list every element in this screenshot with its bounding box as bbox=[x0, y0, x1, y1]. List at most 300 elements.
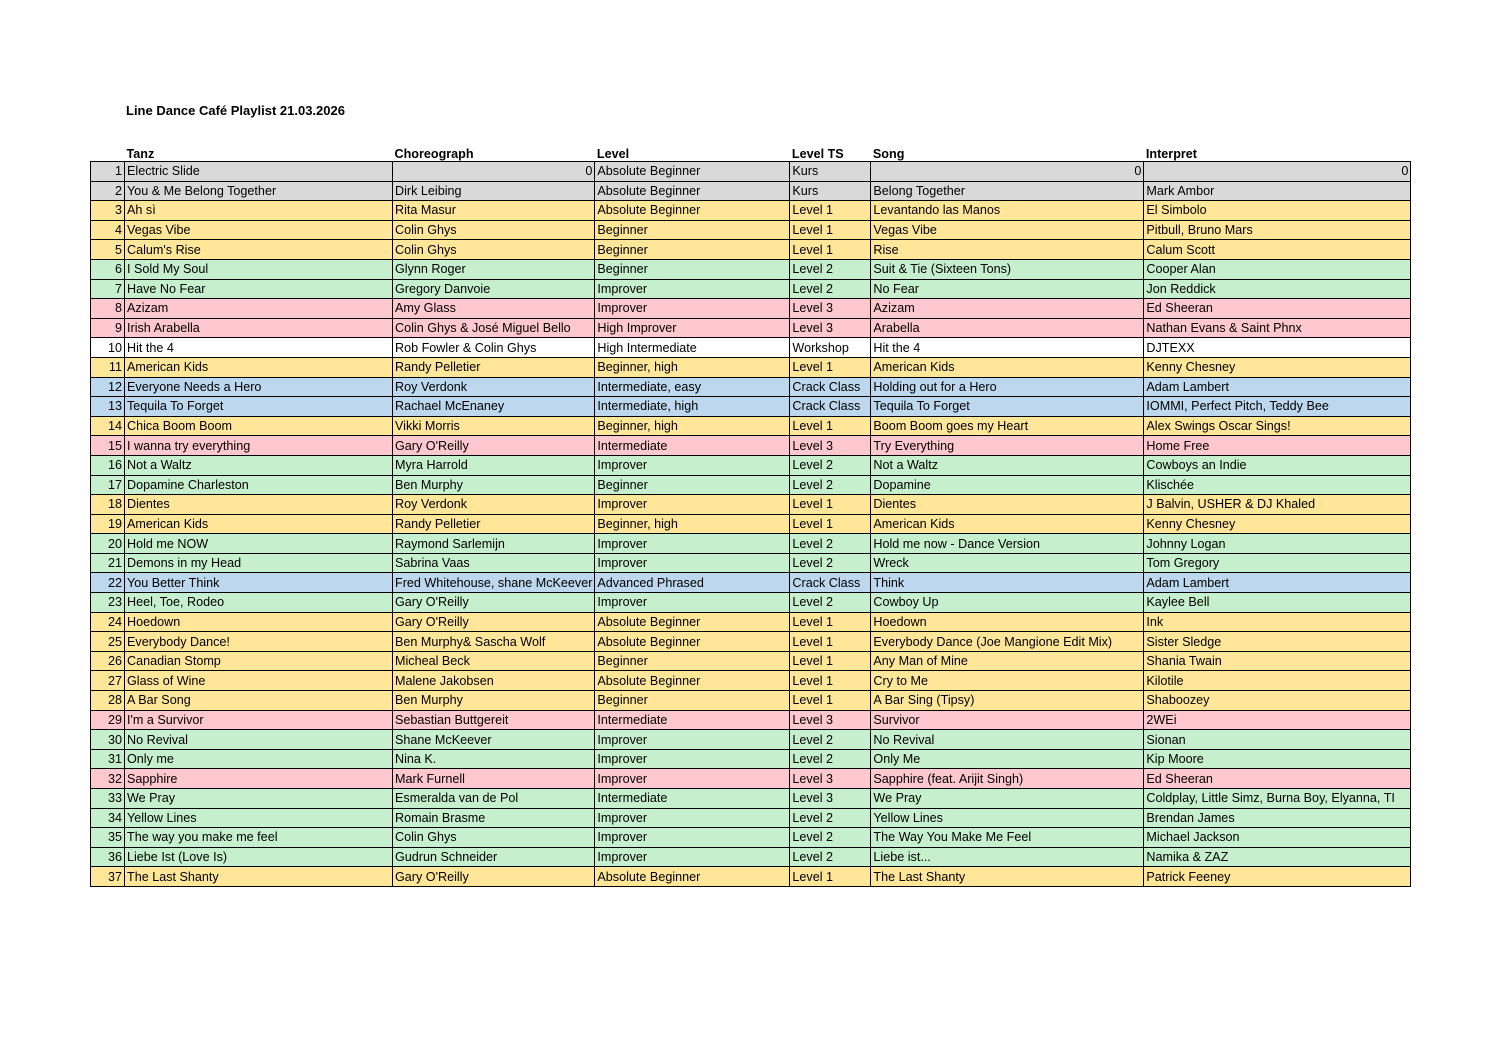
cell-interpret: Ed Sheeran bbox=[1144, 299, 1411, 319]
cell-interpret: Coldplay, Little Simz, Burna Boy, Elyanna, TI bbox=[1144, 789, 1411, 809]
cell-number: 22 bbox=[91, 573, 125, 593]
cell-interpret: Home Free bbox=[1144, 436, 1411, 456]
table-row bbox=[91, 691, 1411, 711]
playlist-table bbox=[90, 142, 1411, 887]
cell-choreograph: Rob Fowler & Colin Ghys bbox=[393, 338, 595, 358]
cell-tanz: We Pray bbox=[125, 789, 393, 809]
cell-interpret: Mark Ambor bbox=[1144, 181, 1411, 201]
cell-number: 11 bbox=[91, 357, 125, 377]
cell-tanz: Dopamine Charleston bbox=[125, 475, 393, 495]
cell-choreograph: Colin Ghys bbox=[393, 220, 595, 240]
cell-level-ts: Level 1 bbox=[790, 651, 871, 671]
cell-level: Absolute Beginner bbox=[595, 162, 790, 182]
cell-level-ts: Crack Class bbox=[790, 397, 871, 417]
cell-interpret: Kenny Chesney bbox=[1144, 514, 1411, 534]
cell-number: 4 bbox=[91, 220, 125, 240]
cell-song: Vegas Vibe bbox=[871, 220, 1144, 240]
table-row bbox=[91, 769, 1411, 789]
cell-tanz: Azizam bbox=[125, 299, 393, 319]
cell-tanz: I'm a Survivor bbox=[125, 710, 393, 730]
cell-level: Improver bbox=[595, 455, 790, 475]
cell-interpret: IOMMI, Perfect Pitch, Teddy Bee bbox=[1144, 397, 1411, 417]
cell-level-ts: Level 2 bbox=[790, 475, 871, 495]
cell-tanz: Liebe Ist (Love Is) bbox=[125, 847, 393, 867]
cell-interpret: Cowboys an Indie bbox=[1144, 455, 1411, 475]
cell-tanz: Hold me NOW bbox=[125, 534, 393, 554]
cell-level: Intermediate, easy bbox=[595, 377, 790, 397]
cell-tanz: Chica Boom Boom bbox=[125, 416, 393, 436]
cell-song: Hoedown bbox=[871, 612, 1144, 632]
cell-level-ts: Level 3 bbox=[790, 710, 871, 730]
cell-level: Improver bbox=[595, 730, 790, 750]
cell-number: 1 bbox=[91, 162, 125, 182]
cell-number: 19 bbox=[91, 514, 125, 534]
cell-level: Absolute Beginner bbox=[595, 181, 790, 201]
cell-tanz: American Kids bbox=[125, 514, 393, 534]
cell-number: 28 bbox=[91, 691, 125, 711]
cell-level: Intermediate bbox=[595, 710, 790, 730]
header-level-ts: Level TS bbox=[791, 147, 844, 161]
cell-level: Improver bbox=[595, 769, 790, 789]
cell-choreograph: Amy Glass bbox=[393, 299, 595, 319]
header-no bbox=[91, 142, 125, 162]
cell-tanz: Heel, Toe, Rodeo bbox=[125, 593, 393, 613]
cell-level-ts: Level 1 bbox=[790, 240, 871, 260]
cell-song: Azizam bbox=[871, 299, 1144, 319]
cell-interpret: Jon Reddick bbox=[1144, 279, 1411, 299]
cell-song: Cowboy Up bbox=[871, 593, 1144, 613]
cell-level-ts: Level 3 bbox=[790, 789, 871, 809]
table-row bbox=[91, 377, 1411, 397]
cell-choreograph: Gary O'Reilly bbox=[393, 593, 595, 613]
cell-number: 6 bbox=[91, 259, 125, 279]
cell-level: Absolute Beginner bbox=[595, 201, 790, 221]
cell-interpret: Kaylee Bell bbox=[1144, 593, 1411, 613]
cell-level-ts: Level 1 bbox=[790, 495, 871, 515]
cell-level-ts: Level 3 bbox=[790, 318, 871, 338]
cell-tanz: Irish Arabella bbox=[125, 318, 393, 338]
table-row bbox=[91, 240, 1411, 260]
cell-choreograph: 0 bbox=[393, 162, 595, 182]
cell-tanz: Sapphire bbox=[125, 769, 393, 789]
cell-choreograph: Glynn Roger bbox=[393, 259, 595, 279]
table-row bbox=[91, 514, 1411, 534]
cell-number: 27 bbox=[91, 671, 125, 691]
cell-number: 35 bbox=[91, 828, 125, 848]
table-row bbox=[91, 808, 1411, 828]
cell-level: Improver bbox=[595, 299, 790, 319]
cell-level: Absolute Beginner bbox=[595, 612, 790, 632]
cell-tanz: Everybody Dance! bbox=[125, 632, 393, 652]
cell-level-ts: Level 2 bbox=[790, 259, 871, 279]
cell-choreograph: Randy Pelletier bbox=[393, 514, 595, 534]
cell-level-ts: Level 3 bbox=[790, 299, 871, 319]
cell-interpret: Namika & ZAZ bbox=[1144, 847, 1411, 867]
cell-tanz: Not a Waltz bbox=[125, 455, 393, 475]
cell-level: Beginner bbox=[595, 220, 790, 240]
cell-interpret: Shaboozey bbox=[1144, 691, 1411, 711]
cell-choreograph: Shane McKeever bbox=[393, 730, 595, 750]
cell-number: 18 bbox=[91, 495, 125, 515]
cell-number: 12 bbox=[91, 377, 125, 397]
cell-choreograph: Romain Brasme bbox=[393, 808, 595, 828]
cell-interpret: Kip Moore bbox=[1144, 749, 1411, 769]
cell-level-ts: Level 2 bbox=[790, 808, 871, 828]
table-row bbox=[91, 828, 1411, 848]
cell-choreograph: Rita Masur bbox=[393, 201, 595, 221]
cell-number: 9 bbox=[91, 318, 125, 338]
cell-choreograph: Esmeralda van de Pol bbox=[393, 789, 595, 809]
table-row bbox=[91, 671, 1411, 691]
cell-level-ts: Level 2 bbox=[790, 828, 871, 848]
cell-level: Absolute Beginner bbox=[595, 671, 790, 691]
cell-level: Improver bbox=[595, 495, 790, 515]
cell-song: Boom Boom goes my Heart bbox=[871, 416, 1144, 436]
cell-number: 37 bbox=[91, 867, 125, 887]
cell-level: Beginner bbox=[595, 651, 790, 671]
cell-level: Absolute Beginner bbox=[595, 867, 790, 887]
cell-number: 14 bbox=[91, 416, 125, 436]
table-row bbox=[91, 495, 1411, 515]
cell-level-ts: Level 1 bbox=[790, 691, 871, 711]
cell-level-ts: Crack Class bbox=[790, 573, 871, 593]
header-tanz: Tanz bbox=[126, 147, 155, 161]
cell-tanz: Glass of Wine bbox=[125, 671, 393, 691]
cell-choreograph: Gregory Danvoie bbox=[393, 279, 595, 299]
cell-level: Intermediate bbox=[595, 789, 790, 809]
cell-interpret: Michael Jackson bbox=[1144, 828, 1411, 848]
cell-level-ts: Level 2 bbox=[790, 534, 871, 554]
cell-song: No Fear bbox=[871, 279, 1144, 299]
cell-level-ts: Level 2 bbox=[790, 749, 871, 769]
cell-song: Not a Waltz bbox=[871, 455, 1144, 475]
cell-interpret: 2WEi bbox=[1144, 710, 1411, 730]
table-row bbox=[91, 867, 1411, 887]
cell-choreograph: Gary O'Reilly bbox=[393, 612, 595, 632]
table-body bbox=[91, 162, 1411, 887]
cell-tanz: Demons in my Head bbox=[125, 553, 393, 573]
table-row bbox=[91, 847, 1411, 867]
header-choreograph: Choreograph bbox=[394, 147, 474, 161]
cell-tanz: A Bar Song bbox=[125, 691, 393, 711]
cell-choreograph: Sabrina Vaas bbox=[393, 553, 595, 573]
cell-level: Beginner, high bbox=[595, 357, 790, 377]
cell-choreograph: Micheal Beck bbox=[393, 651, 595, 671]
cell-level-ts: Level 1 bbox=[790, 867, 871, 887]
cell-song: Hold me now - Dance Version bbox=[871, 534, 1144, 554]
table-row bbox=[91, 416, 1411, 436]
cell-number: 34 bbox=[91, 808, 125, 828]
table-row bbox=[91, 651, 1411, 671]
cell-level: Improver bbox=[595, 553, 790, 573]
cell-song: Only Me bbox=[871, 749, 1144, 769]
cell-choreograph: Dirk Leibing bbox=[393, 181, 595, 201]
cell-interpret: Adam Lambert bbox=[1144, 573, 1411, 593]
cell-number: 25 bbox=[91, 632, 125, 652]
cell-level-ts: Level 1 bbox=[790, 612, 871, 632]
cell-song: Survivor bbox=[871, 710, 1144, 730]
cell-number: 5 bbox=[91, 240, 125, 260]
cell-number: 8 bbox=[91, 299, 125, 319]
cell-level: Beginner bbox=[595, 259, 790, 279]
cell-tanz: American Kids bbox=[125, 357, 393, 377]
cell-level: Beginner, high bbox=[595, 514, 790, 534]
table-row bbox=[91, 632, 1411, 652]
cell-level: Intermediate bbox=[595, 436, 790, 456]
cell-number: 7 bbox=[91, 279, 125, 299]
header-song: Song bbox=[872, 147, 905, 161]
cell-tanz: Calum's Rise bbox=[125, 240, 393, 260]
cell-choreograph: Malene Jakobsen bbox=[393, 671, 595, 691]
cell-song: We Pray bbox=[871, 789, 1144, 809]
cell-level: Absolute Beginner bbox=[595, 632, 790, 652]
cell-tanz: Hoedown bbox=[125, 612, 393, 632]
cell-interpret: Patrick Feeney bbox=[1144, 867, 1411, 887]
cell-interpret: J Balvin, USHER & DJ Khaled bbox=[1144, 495, 1411, 515]
cell-number: 23 bbox=[91, 593, 125, 613]
cell-level: Improver bbox=[595, 808, 790, 828]
cell-song: Hit the 4 bbox=[871, 338, 1144, 358]
cell-song: Suit & Tie (Sixteen Tons) bbox=[871, 259, 1144, 279]
table-row bbox=[91, 220, 1411, 240]
cell-song: Sapphire (feat. Arijit Singh) bbox=[871, 769, 1144, 789]
cell-level-ts: Level 2 bbox=[790, 847, 871, 867]
cell-level: Improver bbox=[595, 593, 790, 613]
cell-choreograph: Ben Murphy bbox=[393, 475, 595, 495]
cell-choreograph: Colin Ghys & José Miguel Bello bbox=[393, 318, 595, 338]
cell-song: Tequila To Forget bbox=[871, 397, 1144, 417]
cell-interpret: Johnny Logan bbox=[1144, 534, 1411, 554]
cell-choreograph: Gary O'Reilly bbox=[393, 436, 595, 456]
table-row bbox=[91, 593, 1411, 613]
cell-tanz: I wanna try everything bbox=[125, 436, 393, 456]
cell-level-ts: Level 3 bbox=[790, 769, 871, 789]
cell-interpret: 0 bbox=[1144, 162, 1411, 182]
cell-number: 26 bbox=[91, 651, 125, 671]
cell-tanz: Hit the 4 bbox=[125, 338, 393, 358]
cell-number: 10 bbox=[91, 338, 125, 358]
table-row bbox=[91, 357, 1411, 377]
cell-tanz: Dientes bbox=[125, 495, 393, 515]
table-row bbox=[91, 475, 1411, 495]
cell-song: Levantando las Manos bbox=[871, 201, 1144, 221]
cell-interpret: Nathan Evans & Saint Phnx bbox=[1144, 318, 1411, 338]
cell-number: 15 bbox=[91, 436, 125, 456]
cell-song: Arabella bbox=[871, 318, 1144, 338]
cell-choreograph: Colin Ghys bbox=[393, 240, 595, 260]
cell-song: 0 bbox=[871, 162, 1144, 182]
table-row bbox=[91, 279, 1411, 299]
cell-tanz: Yellow Lines bbox=[125, 808, 393, 828]
cell-choreograph: Mark Furnell bbox=[393, 769, 595, 789]
cell-song: No Revival bbox=[871, 730, 1144, 750]
cell-interpret: Ed Sheeran bbox=[1144, 769, 1411, 789]
cell-choreograph: Myra Harrold bbox=[393, 455, 595, 475]
table-row bbox=[91, 730, 1411, 750]
cell-tanz: Have No Fear bbox=[125, 279, 393, 299]
cell-level-ts: Level 1 bbox=[790, 416, 871, 436]
cell-interpret: Kenny Chesney bbox=[1144, 357, 1411, 377]
cell-song: The Last Shanty bbox=[871, 867, 1144, 887]
cell-interpret: Kilotile bbox=[1144, 671, 1411, 691]
cell-level-ts: Kurs bbox=[790, 181, 871, 201]
cell-level-ts: Level 1 bbox=[790, 514, 871, 534]
cell-song: Yellow Lines bbox=[871, 808, 1144, 828]
cell-interpret: Alex Swings Oscar Sings! bbox=[1144, 416, 1411, 436]
cell-song: American Kids bbox=[871, 357, 1144, 377]
page-title: Line Dance Café Playlist 21.03.2026 bbox=[126, 103, 345, 118]
cell-number: 17 bbox=[91, 475, 125, 495]
cell-level: High Intermediate bbox=[595, 338, 790, 358]
cell-tanz: You Better Think bbox=[125, 573, 393, 593]
cell-tanz: Canadian Stomp bbox=[125, 651, 393, 671]
cell-tanz: No Revival bbox=[125, 730, 393, 750]
table-row bbox=[91, 162, 1411, 182]
cell-tanz: Tequila To Forget bbox=[125, 397, 393, 417]
cell-level: Beginner bbox=[595, 240, 790, 260]
cell-song: Liebe ist... bbox=[871, 847, 1144, 867]
cell-level: Beginner bbox=[595, 475, 790, 495]
cell-interpret: Tom Gregory bbox=[1144, 553, 1411, 573]
cell-number: 20 bbox=[91, 534, 125, 554]
table-row bbox=[91, 534, 1411, 554]
table-row bbox=[91, 397, 1411, 417]
cell-song: Cry to Me bbox=[871, 671, 1144, 691]
cell-song: Dopamine bbox=[871, 475, 1144, 495]
cell-number: 21 bbox=[91, 553, 125, 573]
cell-level-ts: Crack Class bbox=[790, 377, 871, 397]
cell-choreograph: Colin Ghys bbox=[393, 828, 595, 848]
cell-tanz: Electric Slide bbox=[125, 162, 393, 182]
cell-song: Everybody Dance (Joe Mangione Edit Mix) bbox=[871, 632, 1144, 652]
cell-interpret: El Simbolo bbox=[1144, 201, 1411, 221]
cell-level-ts: Level 2 bbox=[790, 593, 871, 613]
cell-interpret: Sister Sledge bbox=[1144, 632, 1411, 652]
cell-level: Improver bbox=[595, 828, 790, 848]
cell-level: Improver bbox=[595, 279, 790, 299]
cell-song: Dientes bbox=[871, 495, 1144, 515]
cell-song: Wreck bbox=[871, 553, 1144, 573]
table-row bbox=[91, 318, 1411, 338]
cell-level-ts: Level 2 bbox=[790, 553, 871, 573]
cell-song: Any Man of Mine bbox=[871, 651, 1144, 671]
cell-choreograph: Ben Murphy& Sascha Wolf bbox=[393, 632, 595, 652]
cell-level: Improver bbox=[595, 749, 790, 769]
cell-interpret: Shania Twain bbox=[1144, 651, 1411, 671]
cell-level-ts: Level 2 bbox=[790, 455, 871, 475]
cell-choreograph: Ben Murphy bbox=[393, 691, 595, 711]
cell-level: Advanced Phrased bbox=[595, 573, 790, 593]
cell-number: 13 bbox=[91, 397, 125, 417]
cell-tanz: Everyone Needs a Hero bbox=[125, 377, 393, 397]
cell-interpret: Brendan James bbox=[1144, 808, 1411, 828]
cell-song: Holding out for a Hero bbox=[871, 377, 1144, 397]
table-row bbox=[91, 710, 1411, 730]
cell-level: High Improver bbox=[595, 318, 790, 338]
cell-tanz: The way you make me feel bbox=[125, 828, 393, 848]
cell-interpret: Calum Scott bbox=[1144, 240, 1411, 260]
cell-number: 30 bbox=[91, 730, 125, 750]
cell-level-ts: Level 3 bbox=[790, 436, 871, 456]
cell-choreograph: Raymond Sarlemijn bbox=[393, 534, 595, 554]
cell-number: 3 bbox=[91, 201, 125, 221]
table-row bbox=[91, 299, 1411, 319]
cell-choreograph: Fred Whitehouse, shane McKeever bbox=[393, 573, 595, 593]
cell-tanz: The Last Shanty bbox=[125, 867, 393, 887]
table-row bbox=[91, 789, 1411, 809]
cell-tanz: Ah sì bbox=[125, 201, 393, 221]
cell-choreograph: Rachael McEnaney bbox=[393, 397, 595, 417]
cell-number: 16 bbox=[91, 455, 125, 475]
table-row bbox=[91, 338, 1411, 358]
cell-choreograph: Randy Pelletier bbox=[393, 357, 595, 377]
cell-number: 31 bbox=[91, 749, 125, 769]
table-row bbox=[91, 553, 1411, 573]
header-interpret: Interpret bbox=[1145, 147, 1197, 161]
cell-interpret: DJTEXX bbox=[1144, 338, 1411, 358]
cell-song: A Bar Sing (Tipsy) bbox=[871, 691, 1144, 711]
cell-choreograph: Roy Verdonk bbox=[393, 377, 595, 397]
cell-tanz: Vegas Vibe bbox=[125, 220, 393, 240]
cell-choreograph: Gudrun Schneider bbox=[393, 847, 595, 867]
table-row bbox=[91, 259, 1411, 279]
cell-level: Intermediate, high bbox=[595, 397, 790, 417]
cell-interpret: Adam Lambert bbox=[1144, 377, 1411, 397]
cell-level-ts: Kurs bbox=[790, 162, 871, 182]
cell-choreograph: Vikki Morris bbox=[393, 416, 595, 436]
cell-level: Beginner, high bbox=[595, 416, 790, 436]
cell-tanz: I Sold My Soul bbox=[125, 259, 393, 279]
cell-interpret: Cooper Alan bbox=[1144, 259, 1411, 279]
cell-song: Try Everything bbox=[871, 436, 1144, 456]
cell-choreograph: Sebastian Buttgereit bbox=[393, 710, 595, 730]
cell-song: The Way You Make Me Feel bbox=[871, 828, 1144, 848]
cell-level: Improver bbox=[595, 847, 790, 867]
cell-level-ts: Level 1 bbox=[790, 201, 871, 221]
cell-song: Rise bbox=[871, 240, 1144, 260]
cell-choreograph: Nina K. bbox=[393, 749, 595, 769]
cell-level-ts: Level 1 bbox=[790, 671, 871, 691]
cell-interpret: Ink bbox=[1144, 612, 1411, 632]
cell-interpret: Pitbull, Bruno Mars bbox=[1144, 220, 1411, 240]
cell-number: 2 bbox=[91, 181, 125, 201]
cell-number: 33 bbox=[91, 789, 125, 809]
cell-level-ts: Level 1 bbox=[790, 357, 871, 377]
cell-choreograph: Gary O'Reilly bbox=[393, 867, 595, 887]
table-row bbox=[91, 455, 1411, 475]
cell-level: Beginner bbox=[595, 691, 790, 711]
header-level: Level bbox=[596, 147, 630, 161]
cell-level-ts: Workshop bbox=[790, 338, 871, 358]
cell-tanz: Only me bbox=[125, 749, 393, 769]
table-row bbox=[91, 181, 1411, 201]
cell-song: Belong Together bbox=[871, 181, 1144, 201]
cell-number: 29 bbox=[91, 710, 125, 730]
cell-number: 24 bbox=[91, 612, 125, 632]
table-row bbox=[91, 201, 1411, 221]
cell-tanz: You & Me Belong Together bbox=[125, 181, 393, 201]
cell-interpret: Klischée bbox=[1144, 475, 1411, 495]
cell-level-ts: Level 2 bbox=[790, 730, 871, 750]
cell-level-ts: Level 1 bbox=[790, 220, 871, 240]
header-row bbox=[91, 142, 1411, 162]
cell-number: 32 bbox=[91, 769, 125, 789]
cell-number: 36 bbox=[91, 847, 125, 867]
table-row bbox=[91, 436, 1411, 456]
cell-interpret: Sionan bbox=[1144, 730, 1411, 750]
table-row bbox=[91, 612, 1411, 632]
cell-song: Think bbox=[871, 573, 1144, 593]
